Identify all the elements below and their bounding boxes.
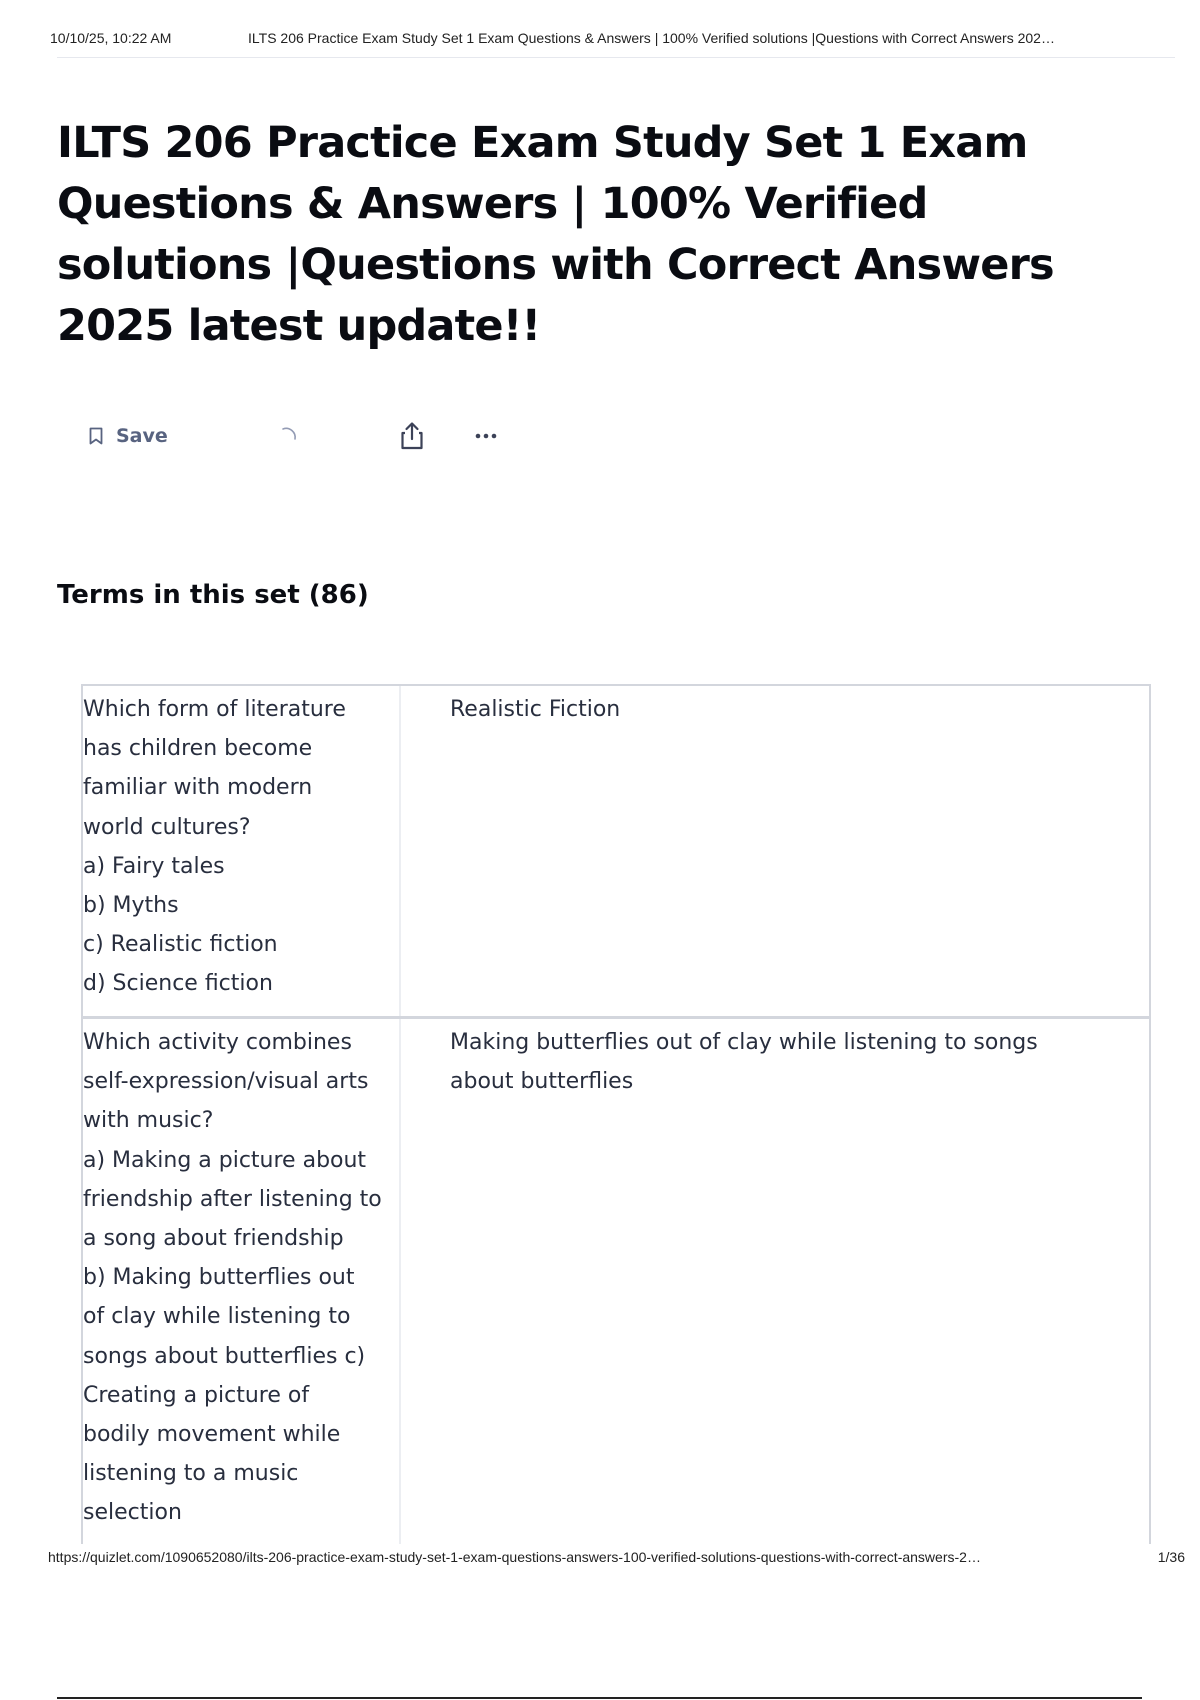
bottom-divider — [57, 1697, 1142, 1699]
print-document-title: ILTS 206 Practice Exam Study Set 1 Exam Questions & Answers | 100% Verified solutions |Questions with Correct Answers 202… — [248, 30, 1055, 46]
definition-text: Making butterflies out of clay while listening to songs about butterflies — [450, 1030, 1038, 1095]
save-label: Save — [116, 425, 168, 447]
set-toolbar — [80, 418, 520, 454]
page-number: 1/36 — [1157, 1549, 1185, 1565]
print-url: https://quizlet.com/1090652080/ilts-206-practice-exam-study-set-1-exam-questions-answers-100-verified-solutions-questions-with-correct-answers-2… — [48, 1549, 981, 1565]
definition-text: Realistic Fiction — [450, 697, 621, 722]
print-header — [50, 30, 1175, 56]
loading-spinner-icon — [277, 424, 301, 448]
header-divider — [57, 57, 1175, 58]
terms-heading: Terms in this set (86) — [57, 580, 369, 610]
share-icon[interactable] — [396, 420, 428, 452]
term-row — [83, 1019, 1149, 1544]
print-date: 10/10/25, 10:22 AM — [50, 30, 172, 46]
page-title: ILTS 206 Practice Exam Study Set 1 Exam Questions & Answers | 100% Verified solutions |Questions with Correct Answers 2025 latest update!! — [57, 118, 1054, 351]
term-row — [83, 686, 1149, 1019]
print-footer — [48, 1549, 1185, 1571]
more-options-icon[interactable] — [466, 420, 506, 452]
term-text: Which activity combines self-expression/visual arts with music? a) Making a picture about friendship after listening to a song about friendship b) Making butterflies out of clay while listening to songs about butterflies c) Creating a picture of bodily movement while listening to a music selection — [83, 1019, 401, 1544]
term-text: Which form of literature has children become familiar with modern world cultures? a) Fairy tales b) Myths c) Realistic fiction d) Science fiction — [83, 686, 401, 1016]
bookmark-icon — [88, 427, 104, 445]
save-button[interactable] — [80, 418, 176, 454]
terms-table — [81, 684, 1151, 1544]
